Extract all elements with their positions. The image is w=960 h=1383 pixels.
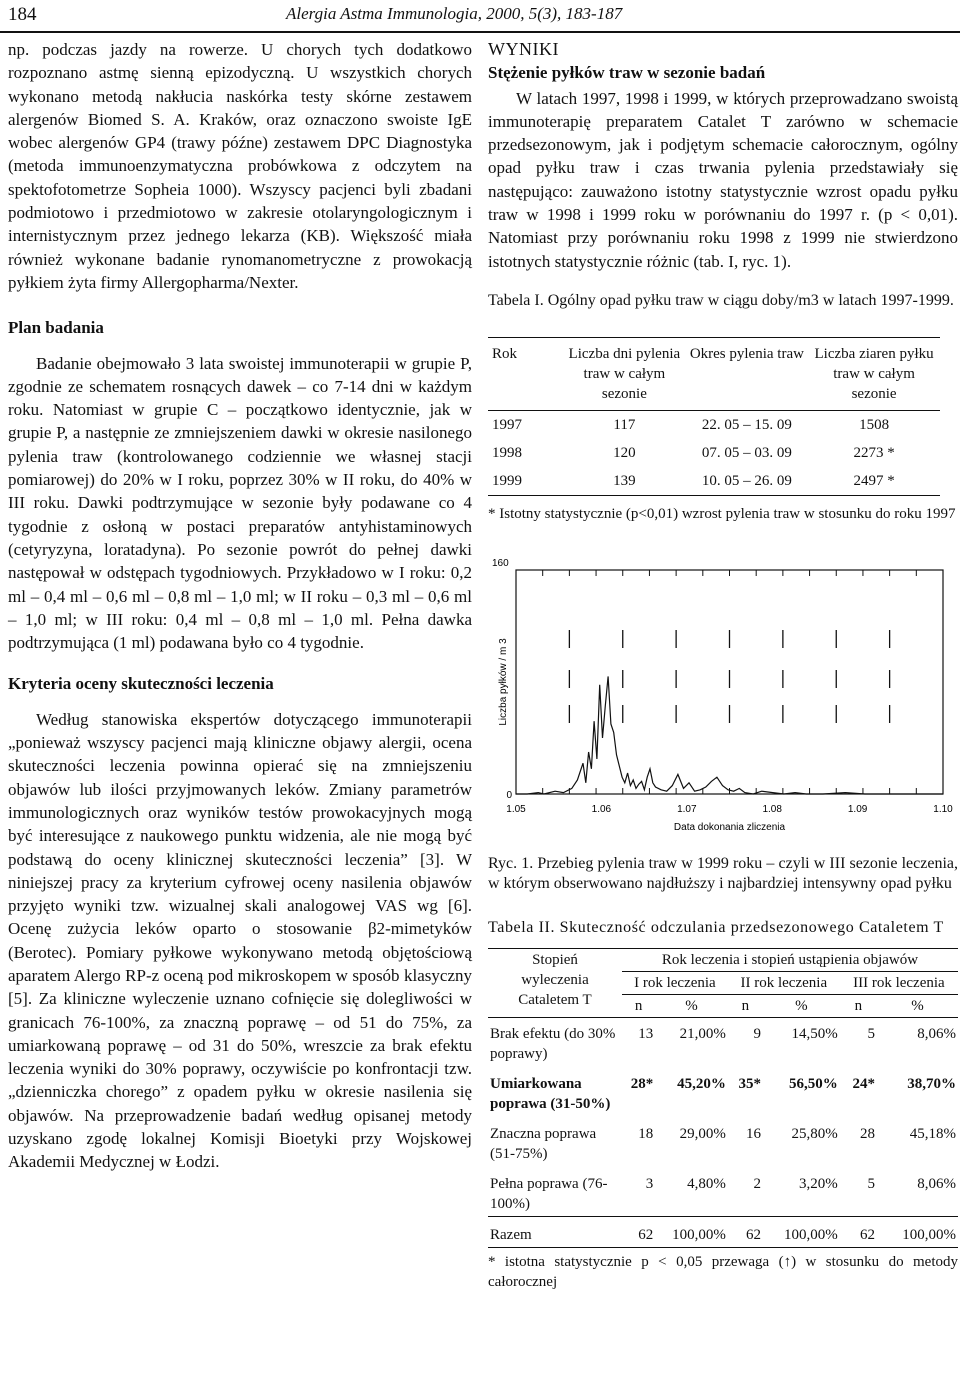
plan-paragraph: Badanie obejmowało 3 lata swoistej immunoterapii w grupie P, zgodnie ze schematem rosnących dawek – co 7-14 dni w każdym roku. Natomiast w grupie C – początkowo identycznie, jak w grupie P, a następnie ze zmniejszeniem dawki w okresie nasilonego pylenia traw (kontrolowanego codziennie we własnej stacji pomiarowej) do 20% w I roku, poprzez 30% w II roku, do 40% w III roku. Dawki podtrzymujące w sezonie były podawane co 4 tygodnie z osłoną w postaci preparatów antyhistaminowych (cetyryzyna, loratadyna). Po sezonie powrót do pełnej dawki następował w odstępach tygodniowych. Przykładowo w I roku: 0,2 ml – 0,4 ml – 0,6 ml – 0,8 ml – 1,0 ml; w II roku – 0,3 ml – 0,6 ml – 1,0 ml; w III roku: 0,4 ml – 0,8 ml – 1,0 ml. Pełna dawka podtrzymująca (1 ml) podawana było co 4 tygodnie. xyxy=(8,353,472,653)
table2-cell: 62 xyxy=(746,1226,762,1243)
pollen-chart-svg xyxy=(488,532,958,852)
table2-cell: 100,00% xyxy=(784,1226,838,1243)
table1-cell: 120 xyxy=(613,444,636,461)
table-row xyxy=(488,467,940,496)
table2-cell: 45,20% xyxy=(677,1075,726,1092)
table-row xyxy=(488,410,940,439)
table2-cell: 25,80% xyxy=(791,1125,838,1142)
table2-cell: 45,18% xyxy=(909,1125,956,1142)
table2-col-header: n xyxy=(840,994,877,1017)
right-column xyxy=(488,38,958,1292)
table-row xyxy=(488,1166,958,1217)
table2-group-header: Rok leczenia i stopień ustąpienia objawów xyxy=(622,948,958,971)
table2-cell: 62 xyxy=(859,1226,875,1243)
table2-cell: 14,50% xyxy=(791,1025,838,1042)
table2-cell: 18 xyxy=(638,1125,654,1142)
figure-caption: Ryc. 1. Przebieg pylenia traw w 1999 roku – czyli w III sezonie leczenia, w którym obserwowano najdłuższy i najbardziej intensywny opad pyłku xyxy=(488,854,958,892)
table2-cell: 5 xyxy=(867,1025,875,1042)
table1-cell: 10. 05 – 26. 09 xyxy=(701,472,792,489)
x-tick-label: 1.09 xyxy=(847,803,868,815)
y-tick-label: 160 xyxy=(492,557,509,569)
table1-caption: Tabela I. Ogólny opad pyłku traw w ciągu doby/m3 w latach 1997-1999. xyxy=(488,291,954,309)
table2-cell: 28* xyxy=(630,1075,654,1092)
y-axis-label: Liczba pyłków / m 3 xyxy=(498,638,509,726)
table2-year-header: I rok leczenia xyxy=(622,971,728,994)
table1-cell: 139 xyxy=(613,472,636,489)
table2-row-label: Brak efektu (do 30% poprawy) xyxy=(490,1025,616,1062)
table2-cell: 100,00% xyxy=(672,1226,726,1243)
results-heading: WYNIKI xyxy=(488,39,559,59)
results-paragraph: W latach 1997, 1998 i 1999, w których przeprowadzano swoistą immunoterapię preparatem Catalet T zarówno w schemacie przedsezonowym, jak i podjętym schemacie całorocznym, ogólny opad pyłku traw i czas trwania pylenia przedstawiały się następująco: zauważono istotny statystycznie wzrost opadu pyłku traw w 1998 i 1999 roku w porównaniu do 1997 r. (p < 0,01). Natomiast przy porównaniu roku 1998 z 1999 nie stwierdzono istotnych statystycznie różnic (tab. I, ryc. 1). xyxy=(488,88,958,271)
table2-cell: 21,00% xyxy=(679,1025,726,1042)
x-tick-label: 1.08 xyxy=(762,803,782,815)
table2-cell: 62 xyxy=(638,1226,654,1243)
table2-cell: 8,06% xyxy=(917,1025,956,1042)
left-column xyxy=(8,38,472,1174)
table1-footnote: * Istotny statystycznie (p<0,01) wzrost pylenia traw w stosunku do roku 1997 xyxy=(488,505,956,522)
table2-row-label: Razem xyxy=(490,1226,532,1243)
x-tick-label: 1.10 xyxy=(933,803,953,815)
table2-year-header: III rok leczenia xyxy=(840,971,958,994)
table2-cell: 35* xyxy=(738,1075,762,1092)
pollen-series-line xyxy=(516,676,943,794)
table1-cell: 22. 05 – 15. 09 xyxy=(701,416,792,433)
table-row xyxy=(488,1017,958,1066)
pollen-chart xyxy=(488,532,958,852)
page-number: 184 xyxy=(8,4,37,25)
table2-cell: 8,06% xyxy=(917,1175,956,1192)
table2-caption: Tabela II. Skuteczność odczulania przedsezonowego Cataletem T xyxy=(488,918,944,936)
header-rule xyxy=(0,31,960,33)
table2-cell: 13 xyxy=(638,1025,654,1042)
table2-stub-header xyxy=(488,948,622,1017)
table2-cell: 4,80% xyxy=(687,1175,726,1192)
y-tick-label: 0 xyxy=(506,789,512,801)
table1-cell: 1998 xyxy=(492,444,522,461)
table1-cell: 2273 * xyxy=(853,444,895,461)
table1-header-cell: Okres pylenia traw xyxy=(686,337,809,410)
table1-cell: 1508 xyxy=(859,416,890,433)
table2-col-header: % xyxy=(763,994,840,1017)
table2-col-header: n xyxy=(622,994,655,1017)
criteria-heading: Kryteria oceny skuteczności leczenia xyxy=(8,674,274,694)
table1-cell: 117 xyxy=(613,416,636,433)
table2-col-header: n xyxy=(728,994,763,1017)
journal-citation: Alergia Astma Immunologia, 2000, 5(3), 183-187 xyxy=(286,4,623,23)
table-row xyxy=(488,1066,958,1116)
table2-cell: 2 xyxy=(753,1175,762,1192)
table-2 xyxy=(488,948,958,1247)
table2-cell: 9 xyxy=(753,1025,762,1042)
table-row xyxy=(488,439,940,467)
table2-col-header: % xyxy=(877,994,958,1017)
table2-row-label: Pełna poprawa (76-100%) xyxy=(490,1175,608,1212)
table2-cell: 28 xyxy=(859,1125,875,1142)
table2-row-label: Znaczna poprawa (51-75%) xyxy=(490,1125,597,1162)
table2-cell: 56,50% xyxy=(789,1075,838,1092)
table2-cell: 100,00% xyxy=(902,1226,956,1243)
intro-paragraph: np. podczas jazdy na rowerze. U chorych tych dodatkowo rozpoznano astmę sienną epizodyczną. U wszystkich chorych wykonano metodą nakłucia naskórka testy skórne zestawem alergenów Biomed S. A. Kraków, oraz oznaczono swoiste IgE wobec alergenów GP4 (trawy późne) zestawem DPC Diagnostyka (metoda immunoenzymatyczna probówkowa z odczytem na spektofotometrze Sopheia 1000). Wszyscy pacjenci byli zbadani podmiotowo i przedmiotowo w zakresie otolaryngologicznym i internistycznym przez jednego lekarza (KB). Większość miała również wykonane badanie rynomanometryczne z prowokacją pyłkiem żyta firmy Allergopharma/Nexter. xyxy=(8,40,472,292)
table1-header-cell: Liczba ziaren pyłku traw w całym sezonie xyxy=(808,337,940,410)
criteria-paragraph: Według stanowiska ekspertów dotyczącego immunoterapii „ponieważ wszyscy pacjenci mają kliniczne objawy alergii, ocena skuteczności leczenia powinna opierać się na zmniejszeniu objawów lub ilości przyjmowanych leków. Zmiany parametrów immunologicznych oraz wyników testów prowokacyjnych mogą być interesujące z naukowego punktu widzenia, ale nie mogą być podstawą do oceny klinicznej skuteczności leczenia” [3]. W niniejszej pracy za kryterium cyfrowej oceny nasilenia objawów przyjęto wyniki tzw. wizualnej skali analogowej VAS wg [6]. Ocenę zużycia leków oparto o stosowanie β2-mimetyków (Berotec). Pomiary pyłkowe wykonywano metodą objętościową aparatem Alergo RP-z oceną pod mikroskopem w sposób klasyczny [5]. Za kliniczne wyleczenie uznano cofnięcie się dolegliwości w granicach 76-100%, za znaczną poprawę – od 51 do 75%, za umiarkowaną poprawę – od 31 do 50%, wreszcie za brak efektu leczenia wyniki do 30% poprawy, oczywiście po konfrontacji tzw. „dzienniczka chorego” z opadem pyłku w okresie nasilenia się objawów. Na przeprowadzenie badań według opisanej metody uzyskano zgodę lokalnej Komisji Bioetyki przy Wojskowej Akademii Medycznej w Łodzi. xyxy=(8,709,472,1172)
table1-header-cell: Liczba dni pylenia traw w całym sezonie xyxy=(563,337,686,410)
table2-stub-line: Cataletem T xyxy=(518,991,592,1008)
table2-row-label: Umiarkowana poprawa (31-50%) xyxy=(490,1075,611,1112)
table2-cell: 3,20% xyxy=(799,1175,838,1192)
table1-cell: 07. 05 – 03. 09 xyxy=(701,444,792,461)
table2-col-header: % xyxy=(655,994,728,1017)
table-row xyxy=(488,1116,958,1166)
x-tick-label: 1.05 xyxy=(506,803,526,815)
table2-year-header: II rok leczenia xyxy=(728,971,840,994)
table2-cell: 16 xyxy=(746,1125,762,1142)
table1-cell: 1997 xyxy=(492,416,522,433)
table2-cell: 24* xyxy=(852,1075,875,1092)
table2-cell: 3 xyxy=(645,1175,654,1192)
table2-cell: 5 xyxy=(867,1175,875,1192)
x-tick-label: 1.06 xyxy=(591,803,612,815)
table2-stub-line: wyleczenia xyxy=(521,971,589,988)
table2-cell: 38,70% xyxy=(907,1075,956,1092)
table2-cell: 29,00% xyxy=(679,1125,726,1142)
table2-footnote: * istotna statystycznie p < 0,05 przewaga (↑) w stosunku do metody całorocznej xyxy=(488,1247,958,1292)
results-subheading: Stężenie pyłków traw w sezonie badań xyxy=(488,63,766,83)
x-tick-label: 1.07 xyxy=(677,803,697,815)
table1-header-cell: Rok xyxy=(488,337,563,410)
table-1 xyxy=(488,337,940,496)
table2-stub-line: Stopień xyxy=(532,951,578,968)
table1-cell: 2497 * xyxy=(853,472,895,489)
table-row xyxy=(488,1216,958,1247)
table1-cell: 1999 xyxy=(492,472,522,489)
plan-heading: Plan badania xyxy=(8,318,104,338)
x-axis-label: Data dokonania zliczenia xyxy=(673,821,786,833)
page-header xyxy=(0,0,960,34)
